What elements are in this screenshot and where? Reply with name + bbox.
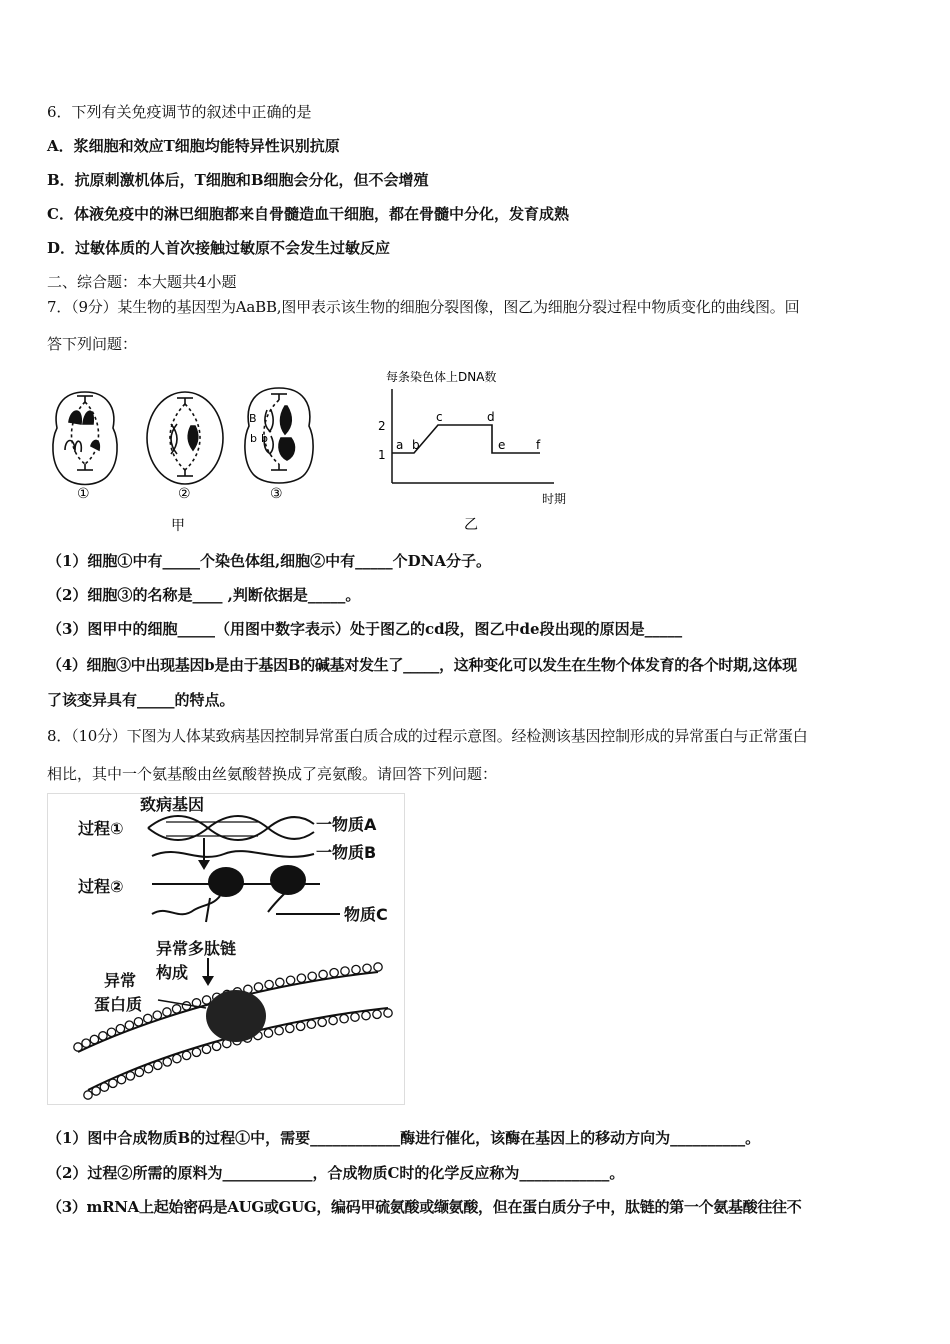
- yi-point-a: a: [396, 438, 404, 452]
- phospholipid-head: [297, 974, 305, 982]
- label-abnormal-peptide: 异常多肽链: [156, 939, 237, 958]
- phospholipid-head: [92, 1087, 100, 1095]
- phospholipid-head: [144, 1014, 152, 1022]
- q6-option-a: A．浆细胞和效应T细胞均能特异性识别抗原: [47, 137, 340, 155]
- phospholipid-head: [340, 1015, 348, 1023]
- yi-point-e: e: [498, 438, 506, 452]
- mrna-wave: [152, 851, 314, 857]
- gene-label-b-lower-1: b: [250, 432, 257, 445]
- cell-2-label: ②: [178, 486, 191, 502]
- phospholipid-head: [116, 1025, 124, 1033]
- phospholipid-head: [90, 1035, 98, 1043]
- phospholipid-head: [384, 1009, 392, 1017]
- figure-yi-caption: 乙: [464, 517, 478, 533]
- phospholipid-head: [329, 1016, 337, 1024]
- section-heading: 二、综合题：本大题共4小题: [47, 273, 237, 291]
- label-gene: 致病基因: [140, 795, 205, 814]
- phospholipid-head: [318, 1018, 326, 1026]
- label-substance-b: 一物质B: [316, 843, 377, 862]
- gene-label-b-upper: B: [249, 412, 257, 425]
- phospholipid-head: [117, 1075, 125, 1083]
- phospholipid-head: [275, 1027, 283, 1035]
- cell-1: [53, 392, 117, 485]
- phospholipid-head: [296, 1022, 304, 1030]
- label-constitute: 构成: [156, 963, 189, 982]
- phospholipid-head: [134, 1018, 142, 1026]
- arrow-peptide: [206, 898, 210, 922]
- label-substance-c: 物质C: [344, 905, 388, 924]
- yi-xlabel: 时期: [542, 492, 567, 506]
- phospholipid-head: [202, 1045, 210, 1053]
- phospholipid-head: [173, 1054, 181, 1062]
- dna-helix: [148, 816, 314, 840]
- q7-item-1: （1）细胞①中有_____个染色体组,细胞②中有_____个DNA分子。: [47, 552, 492, 570]
- phospholipid-head: [286, 976, 294, 984]
- phospholipid-head: [374, 963, 382, 971]
- yi-ytick-2: 2: [378, 419, 386, 433]
- phospholipid-head: [202, 996, 210, 1004]
- figure-jia: [47, 380, 347, 540]
- figure-protein-synthesis: [47, 793, 405, 1105]
- q8-stem-cont: 相比，其中一个氨基酸由丝氨酸替换成了亮氨酸。请回答下列问题：: [47, 765, 498, 783]
- phospholipid-head: [264, 1029, 272, 1037]
- label-substance-a: 一物质A: [316, 815, 377, 834]
- phospholipid-head: [74, 1043, 82, 1051]
- phospholipid-head: [363, 964, 371, 972]
- phospholipid-head: [100, 1083, 108, 1091]
- gene-label-b-lower-2: b: [261, 432, 268, 445]
- q6-option-c: C．体液免疫中的淋巴细胞都来自骨髓造血干细胞，都在骨髓中分化，发育成熟: [47, 205, 569, 223]
- label-abnormal-protein-2: 蛋白质: [94, 995, 143, 1014]
- ribosome-1: [208, 867, 244, 897]
- phospholipid-head: [352, 965, 360, 973]
- yi-point-f: f: [536, 438, 541, 452]
- phospholipid-head: [341, 967, 349, 975]
- q7-item-4-cont: 了该变异具有_____的特点。: [47, 691, 235, 709]
- phospholipid-head: [307, 1020, 315, 1028]
- cell-1-label: ①: [77, 486, 90, 502]
- q6-option-d: D．过敏体质的人首次接触过敏原不会发生过敏反应: [47, 239, 391, 257]
- phospholipid-head: [135, 1068, 143, 1076]
- phospholipid-head: [99, 1032, 107, 1040]
- phospholipid-head: [362, 1011, 370, 1019]
- q8-item-3: （3）mRNA上起始密码是AUG或GUG，编码甲硫氨酸或缬氨酸，但在蛋白质分子中，肽链的第一个氨基酸往往不: [47, 1198, 802, 1216]
- phospholipid-head: [308, 972, 316, 980]
- yi-ytick-1: 1: [378, 448, 386, 462]
- phospholipid-head: [254, 983, 262, 991]
- q6-option-b: B．抗原刺激机体后，T细胞和B细胞会分化，但不会增殖: [47, 171, 429, 189]
- label-process-2: 过程②: [78, 877, 124, 896]
- phospholipid-head: [351, 1013, 359, 1021]
- phospholipid-head: [172, 1005, 180, 1013]
- q7-item-4: （4）细胞③中出现基因b是由于基因B的碱基对发生了_____，这种变化可以发生在生物个体发育的各个时期,这体现: [47, 656, 797, 674]
- phospholipid-head: [82, 1039, 90, 1047]
- phospholipid-head: [373, 1010, 381, 1018]
- q6-stem: 6．下列有关免疫调节的叙述中正确的是: [47, 103, 312, 121]
- abnormal-protein-blob: [206, 990, 266, 1042]
- phospholipid-head: [212, 1042, 220, 1050]
- phospholipid-head: [163, 1008, 171, 1016]
- ribosome-2: [270, 865, 306, 895]
- phospholipid-head: [276, 978, 284, 986]
- yi-point-c: c: [436, 410, 443, 424]
- label-abnormal-protein-1: 异常: [104, 971, 137, 990]
- label-process-1: 过程①: [78, 819, 124, 838]
- phospholipid-head: [330, 969, 338, 977]
- q7-item-2: （2）细胞③的名称是____ ,判断依据是_____。: [47, 586, 361, 604]
- phospholipid-head: [182, 1051, 190, 1059]
- peptide-chain-2: [268, 894, 284, 912]
- phospholipid-head: [84, 1091, 92, 1099]
- cell-2: [147, 392, 223, 484]
- figure-jia-caption: 甲: [171, 518, 185, 534]
- arrow-process-1-head: [198, 860, 210, 870]
- q7-stem: 7．（9分）某生物的基因型为AaBB,图甲表示该生物的细胞分裂图像，图乙为细胞分裂过程中物质变化的曲线图。回: [47, 298, 800, 316]
- yi-point-b: b: [412, 438, 420, 452]
- q8-item-1: （1）图中合成物质B的过程①中，需要____________酶进行催化，该酶在基因上的移动方向为__________。: [47, 1129, 761, 1147]
- phospholipid-head: [109, 1079, 117, 1087]
- phospholipid-head: [153, 1011, 161, 1019]
- phospholipid-head: [265, 980, 273, 988]
- yi-ylabel: 每条染色体上DNA数: [386, 370, 497, 384]
- phospholipid-head: [319, 970, 327, 978]
- phospholipid-head: [163, 1058, 171, 1066]
- q7-item-3: （3）图甲中的细胞_____（用图中数字表示）处于图乙的cd段，图乙中de段出现的原因是_____: [47, 620, 683, 638]
- q8-item-2: （2）过程②所需的原料为____________，合成物质C时的化学反应称为____________。: [47, 1164, 625, 1182]
- phospholipid-head: [107, 1028, 115, 1036]
- phospholipid-head: [125, 1021, 133, 1029]
- cell-3-label: ③: [270, 486, 283, 502]
- phospholipid-head: [144, 1065, 152, 1073]
- q8-stem: 8．（10分）下图为人体某致病基因控制异常蛋白质合成的过程示意图。经检测该基因控制形成的异常蛋白与正常蛋白: [47, 727, 808, 745]
- figure-yi: [368, 367, 578, 537]
- arrow-constitute-head: [202, 976, 214, 986]
- phospholipid-head: [286, 1024, 294, 1032]
- phospholipid-head: [154, 1061, 162, 1069]
- q7-stem-cont: 答下列问题：: [47, 335, 138, 353]
- yi-point-d: d: [487, 410, 495, 424]
- phospholipid-head: [192, 1048, 200, 1056]
- phospholipid-head: [126, 1072, 134, 1080]
